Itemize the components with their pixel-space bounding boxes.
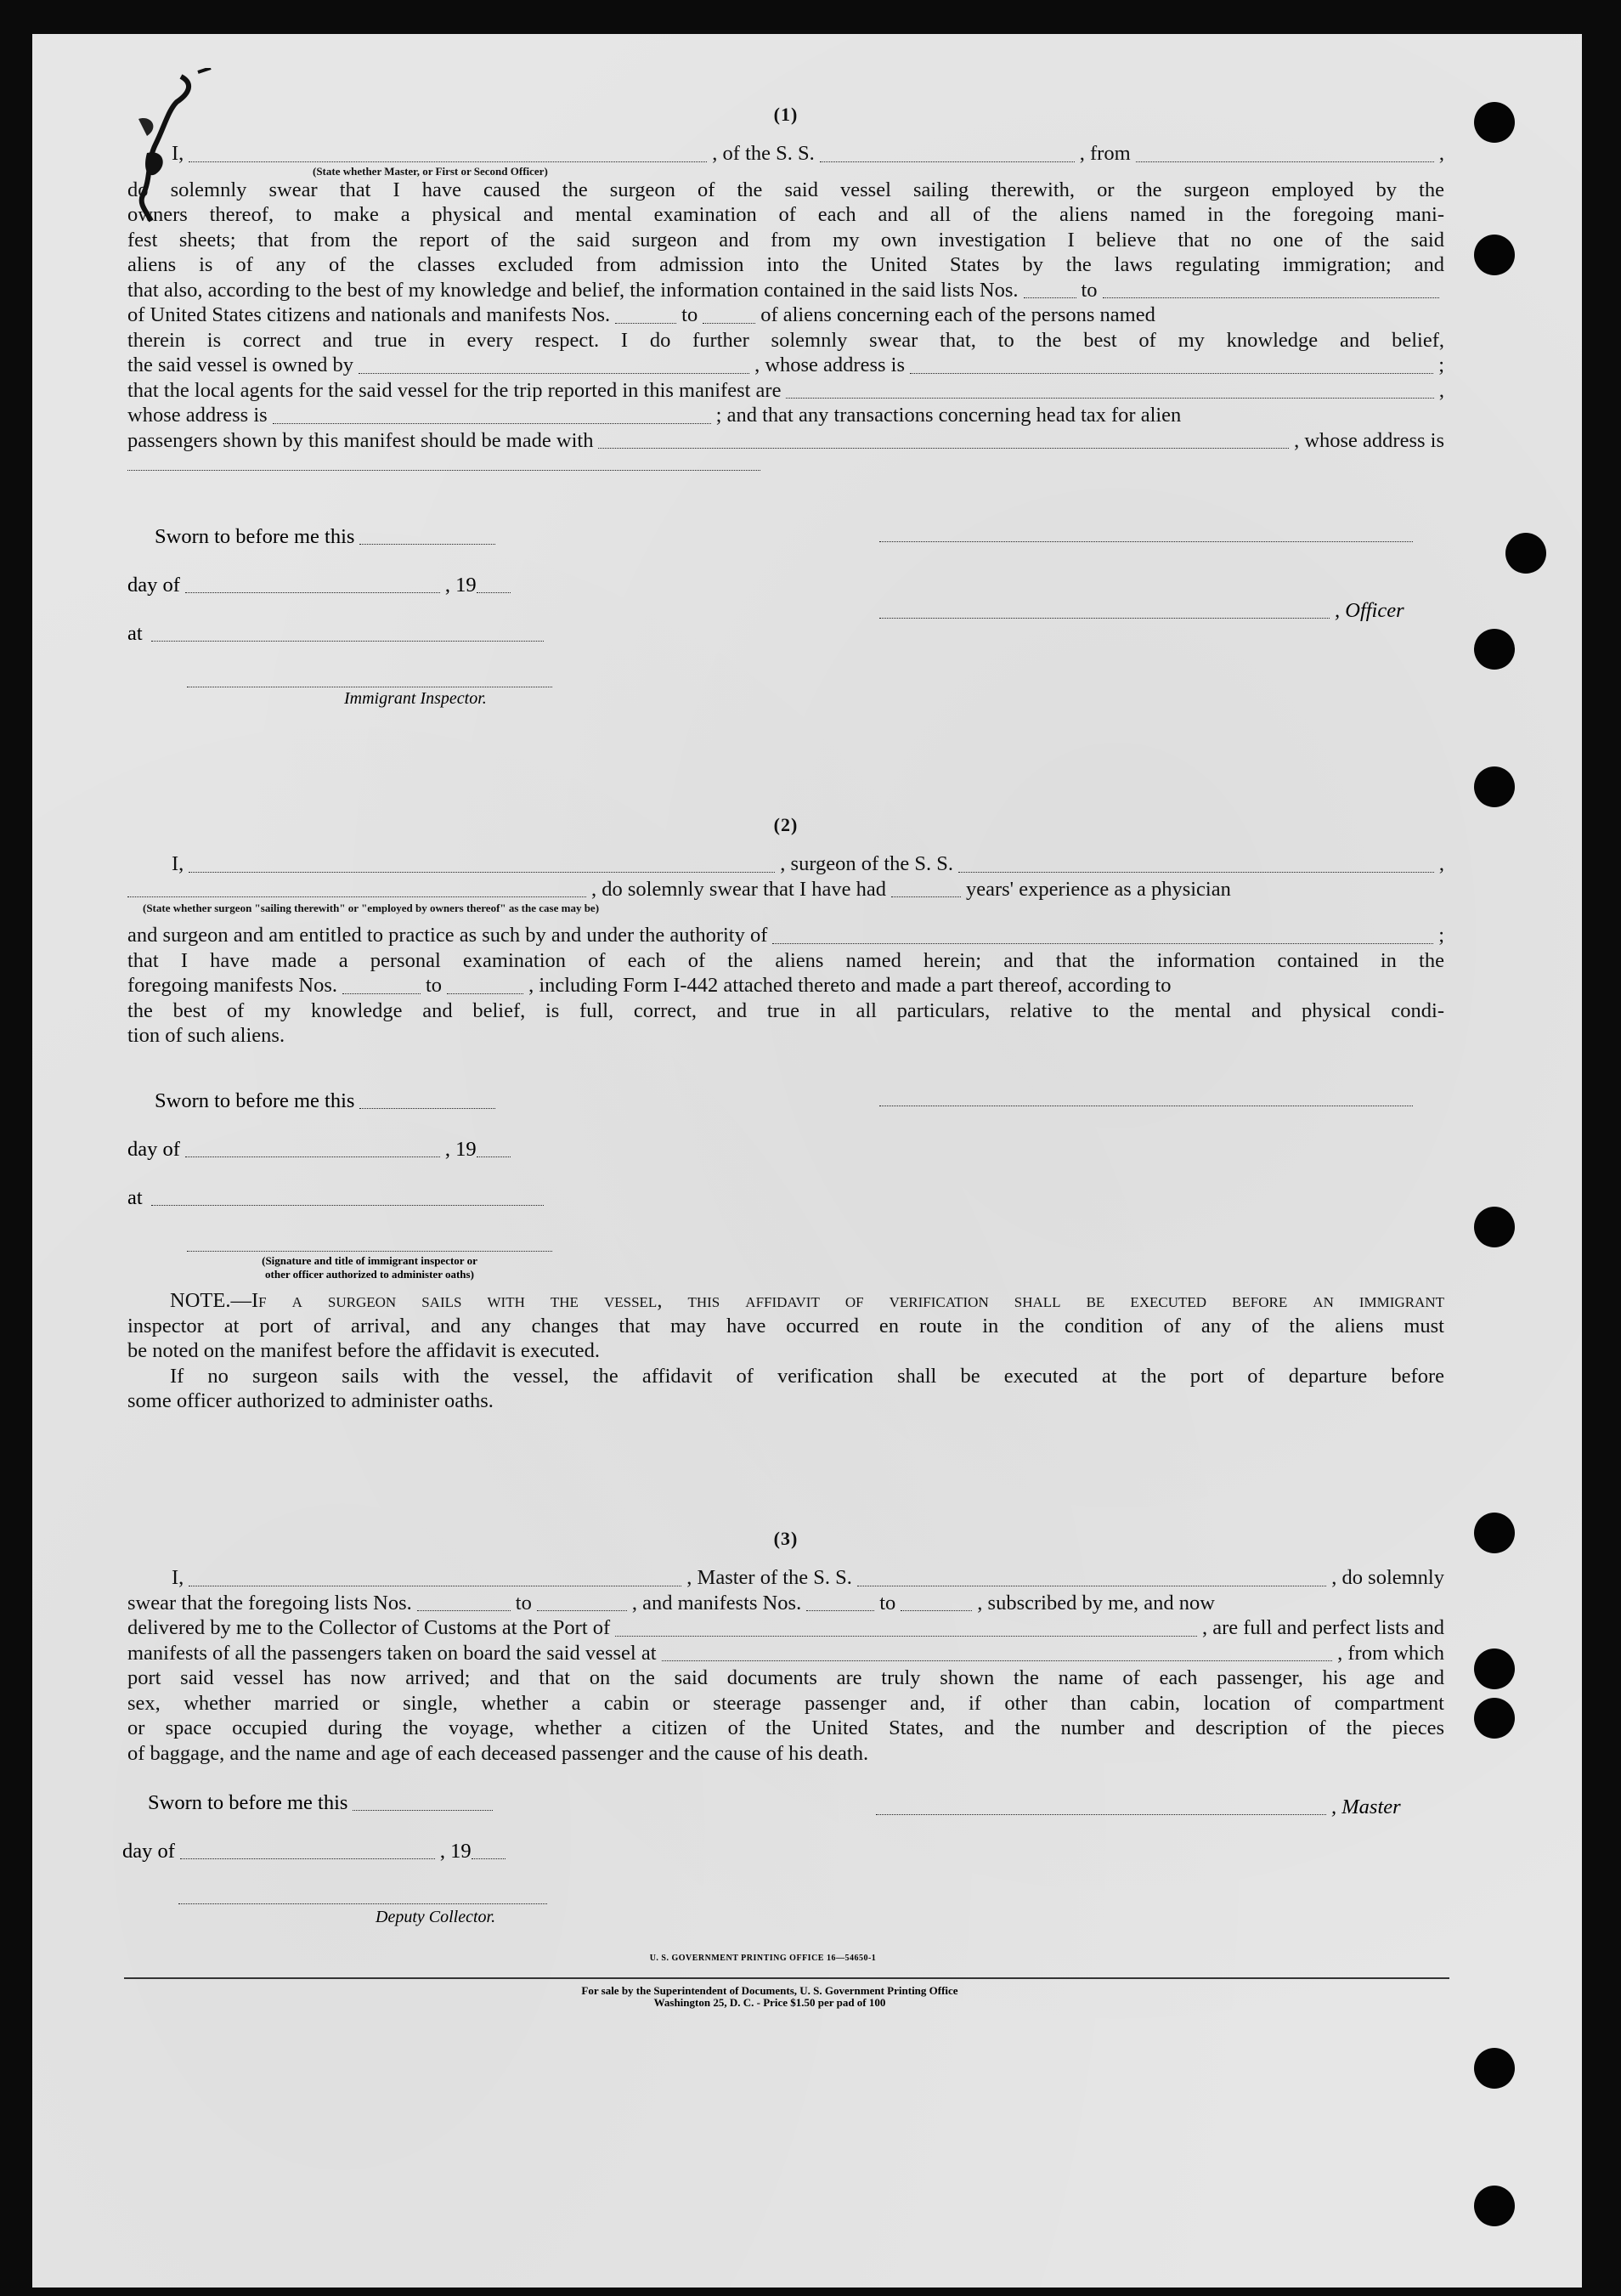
officer-line: I, , of the S. S. , from , — [172, 142, 1444, 165]
sworn-date-field[interactable] — [359, 527, 495, 545]
surgeon-status-field[interactable] — [127, 879, 586, 897]
section-1: (1) I, , of the S. S. , from , (State whether Master, or First or Second Officer) do solemnly swear that I have caused the surgeon of the said vessel sailing therewith, or the surgeon employed by the owners thereof, to make a physical and mental examination of each and all of the aliens named in the foregoing mani- fest sheets; that from the report of the said surgeon and from my own investigation I believe that no one of the said aliens is of any of the classes excluded from admission into the United States by the laws regulating immigration; and that also, according to the best of my knowledge and belief, the information contained in the said lists Nos. to of United States citizens and nationals and manifests Nos. to of aliens concerning each of the persons named therein is correct and true in every respect. I do further solemnly swear that, to the best of my knowledge and belief, the said vessel is owned by , whose address is ; that the local agents for the said vessel for the trip reported in this manifest are , whose address is ; and that any transactions concerning head tax for alien passengers shown by this manifest should be made with , whose address is — [127, 104, 1444, 475]
sworn-line-3: Sworn to before me this — [148, 1791, 498, 1815]
day-month-field[interactable] — [185, 575, 440, 593]
at-place-field[interactable] — [151, 1188, 544, 1206]
at-line-1: at — [127, 622, 549, 646]
day-month-field[interactable] — [185, 1140, 440, 1157]
years-experience-field[interactable] — [891, 879, 961, 897]
at-line-2: at — [127, 1186, 549, 1210]
punch-hole-icon — [1474, 235, 1515, 275]
punch-hole-icon — [1474, 766, 1515, 807]
punch-hole-icon — [1505, 533, 1546, 574]
master-signature-line: , Master — [876, 1796, 1401, 1819]
officer-title-line: , Officer — [879, 599, 1404, 623]
signature-note: (Signature and title of immigrant inspector or other officer authorized to administer oaths) — [262, 1254, 477, 1281]
sworn-line-2: Sworn to before me this — [155, 1089, 500, 1113]
list-to-field[interactable] — [537, 1593, 627, 1611]
master-signature-field[interactable] — [876, 1797, 1326, 1815]
section-number: (1) — [773, 104, 799, 125]
deputy-signature-line[interactable] — [178, 1903, 547, 1904]
form-page — [32, 34, 1582, 2288]
at-place-field[interactable] — [151, 624, 544, 642]
section-2: (2) I, , surgeon of the S. S. , , do solemnly swear that I have had years' experience as a physician (State whether surgeon "sailing therewith" or "employed by owners thereof" as the case may be) and surgeon and am entitled to practice as such by and under the authority of ; that I have made a personal examination of each of the aliens named herein; and that the information contained in the foregoing manifests Nos. to , including Form I-442 attached thereto and made a part thereof, according to the best of my knowledge and belief, is full, correct, and true in all particulars, relative to the mental and physical condi- tion of such aliens. — [127, 814, 1444, 1047]
head-tax-address-field[interactable] — [127, 453, 760, 471]
manifest-to-field[interactable] — [703, 306, 755, 324]
punch-hole-icon — [1474, 102, 1515, 143]
day-line-2: day of , 19 — [127, 1138, 516, 1162]
note-block: NOTE.—If a surgeon sails with the vessel, this affidavit of verification shall be executed before an immigrant inspector at port of arrival, and any changes that may have occurred en route in the condition of any of the aliens must be noted on the manifest before the affidavit is executed. If no surgeon sails with the vessel, the affidavit of verification shall be executed at the port of departure before some officer authorized to administer oaths. — [127, 1289, 1444, 1412]
day-line-1: day of , 19 — [127, 574, 516, 597]
owner-field[interactable] — [359, 356, 749, 374]
day-month-field[interactable] — [180, 1841, 435, 1859]
owner-address-field[interactable] — [910, 356, 1433, 374]
sale-notice: For sale by the Superintendent of Documents, U. S. Government Printing Office Washington 25, D. C. - Price $1.50 per pad of 100 — [581, 1984, 958, 2009]
sworn-line-1: Sworn to before me this — [155, 525, 500, 549]
list-to-field[interactable] — [1103, 280, 1439, 298]
manifest-from-field[interactable] — [342, 976, 421, 994]
officer-name-field[interactable] — [189, 144, 707, 162]
punch-hole-icon — [1474, 2048, 1515, 2089]
punch-hole-icon — [1474, 1648, 1515, 1689]
master-vessel-field[interactable] — [857, 1569, 1326, 1586]
printing-office-line: U. S. GOVERNMENT PRINTING OFFICE 16—54650-1 — [649, 1954, 877, 1963]
officer-note: (State whether Master, or First or Second Officer) — [313, 164, 548, 178]
manifest-from-field[interactable] — [806, 1593, 874, 1611]
master-name-field[interactable] — [189, 1569, 681, 1586]
punch-hole-icon — [1474, 1513, 1515, 1553]
head-tax-contact-field[interactable] — [598, 431, 1289, 449]
authority-field[interactable] — [772, 926, 1433, 944]
surgeon-note: (State whether surgeon "sailing therewith" or "employed by owners thereof" as the case may be) — [143, 902, 600, 914]
manifest-to-field[interactable] — [901, 1593, 972, 1611]
punch-hole-icon — [1474, 629, 1515, 670]
deputy-caption: Deputy Collector. — [376, 1908, 496, 1926]
officer-signature-line[interactable] — [879, 541, 1413, 542]
section-3: (3) I, , Master of the S. S. , do solemnly swear that the foregoing lists Nos. to , and manifests Nos. to , subscribed by me, and now delivered by me to the Collector of Customs at the Port of , are full and perfect lists and manifests of all the passengers taken on board the said vessel at , from which port said vessel has now arrived; and that on the said documents are truly shown the name of each passenger, his age and sex, whether married or single, whether a cabin or steerage passenger and, if other than cabin, location of compartment or space occupied during the voyage, whether a citizen of the United States, and the number and description of the pieces of baggage, and the name and age of each deceased passenger and the cause of his death. — [127, 1528, 1444, 1765]
agents-address-field[interactable] — [273, 406, 711, 424]
section-number: (3) — [773, 1528, 799, 1549]
year-field[interactable] — [477, 1140, 511, 1157]
officer-title-field[interactable] — [879, 601, 1330, 619]
vessel-name-field[interactable] — [820, 144, 1075, 162]
section-number: (2) — [773, 814, 799, 835]
year-field[interactable] — [477, 575, 511, 593]
surgeon-vessel-field[interactable] — [958, 855, 1434, 873]
boarding-port-field[interactable] — [662, 1643, 1333, 1661]
surgeon-name-field[interactable] — [189, 855, 775, 873]
manifest-to-field[interactable] — [447, 976, 523, 994]
sworn-date-field[interactable] — [353, 1793, 493, 1811]
customs-port-field[interactable] — [615, 1619, 1197, 1637]
administrator-signature-line[interactable] — [187, 1251, 552, 1252]
oath-paragraph: do solemnly swear that I have caused the surgeon of the said vessel sailing therewith, or the surgeon employed by the owners thereof, to make a physical and mental examination of each and all of the aliens named in the foregoing mani- fest sheets; that from the report of the said surgeon and from my own investigation I believe that no one of the said aliens is of any of the classes excluded from admission into the United States by the laws regulating immigration; and — [127, 178, 1444, 276]
year-field[interactable] — [472, 1841, 506, 1859]
manifest-from-field[interactable] — [615, 306, 676, 324]
sworn-date-field[interactable] — [359, 1091, 495, 1109]
punch-hole-icon — [1474, 2186, 1515, 2226]
from-port-field[interactable] — [1136, 144, 1434, 162]
local-agents-field[interactable] — [786, 381, 1433, 399]
day-line-3: day of , 19 — [122, 1840, 511, 1863]
punch-hole-icon — [1474, 1207, 1515, 1247]
footer-rule — [124, 1977, 1449, 1979]
list-from-field[interactable] — [1024, 280, 1076, 298]
inspector-caption: Immigrant Inspector. — [344, 689, 487, 708]
punch-hole-icon — [1474, 1698, 1515, 1739]
list-from-field[interactable] — [417, 1593, 511, 1611]
